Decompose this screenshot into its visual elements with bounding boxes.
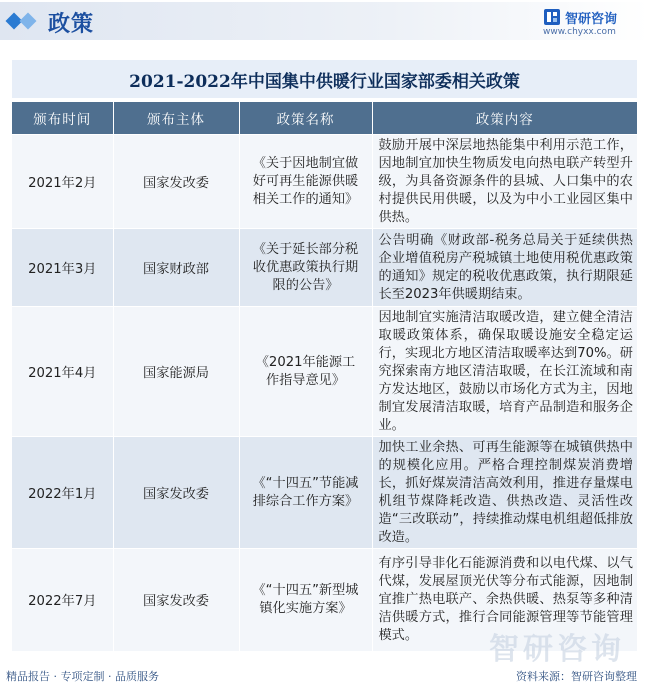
cell-policy-content: 加快工业余热、可再生能源等在城镇供热中的规模化应用。严格合理控制煤炭消费增长，抓好煤炭清洁高效利用，推进存量煤电机组节煤降耗改造、供热改造、灵活性改造“三改联动”，持续推动煤电机组超低排放改造。 [372,437,637,549]
brand-name: 智研咨询 [565,12,618,27]
cell-issuer: 国家发改委 [113,549,239,651]
cell-policy-name: 《“十四五”新型城镇化实施方案》 [239,549,372,651]
table-header-row [12,102,637,135]
table-row [12,307,637,437]
policy-table [12,102,637,651]
table-row [12,229,637,307]
column-header-date: 颁布时间 [12,102,113,135]
cell-date: 2021年4月 [12,307,113,437]
cell-policy-name: 《关于延长部分税收优惠政策执行期限的公告》 [239,229,372,307]
cell-date: 2022年1月 [12,437,113,549]
table-title: 2021-2022年中国集中供暖行业国家部委相关政策 [12,60,637,98]
cell-issuer: 国家能源局 [113,307,239,437]
column-header-policy-name: 政策名称 [239,102,372,135]
brand-logo-icon [543,8,561,26]
column-header-policy-content: 政策内容 [372,102,637,135]
cell-issuer: 国家发改委 [113,437,239,549]
cell-date: 2022年7月 [12,549,113,651]
cell-policy-content: 公告明确《财政部-税务总局关于延续供热企业增值税房产税城镇土地使用税优惠政策的通知》规定的税收优惠政策，执行期限延长至2023年供暖期结束。 [372,229,637,307]
footer-slogan: 精品报告 · 专项定制 · 品质服务 [6,670,159,683]
section-header [0,0,649,44]
cell-issuer: 国家财政部 [113,229,239,307]
table-row [12,135,637,229]
section-title: 政策 [48,12,95,37]
cell-issuer: 国家发改委 [113,135,239,229]
cell-policy-content: 因地制宜实施清洁取暖改造，建立健全清洁取暖政策体系，确保取暖设施安全稳定运行，实现北方地区清洁取暖率达到70%。研究探索南方地区清洁取暖，在长江流域和南方发达地区，鼓励以市场化方式为主，因地制宜发展清洁取暖，培育产品制造和服务企业。 [372,307,637,437]
brand-url: www.chyxx.com [543,27,616,37]
cell-policy-name: 《“十四五”节能减排综合工作方案》 [239,437,372,549]
footer-source: 资料来源：智研咨询整理 [516,670,637,683]
cell-policy-name: 《关于因地制宜做好可再生能源供暖相关工作的通知》 [239,135,372,229]
watermark: 智研咨询 [489,632,625,667]
table-row [12,437,637,549]
column-header-issuer: 颁布主体 [113,102,239,135]
cell-policy-content: 有序引导非化石能源消费和以电代煤、以气代煤，发展屋顶光伏等分布式能源，因地制宜推广热电联产、余热供暖、热泵等多种清洁供暖方式，推行合同能源管理等节能管理模式。 [372,549,637,651]
cell-date: 2021年3月 [12,229,113,307]
brand-logo-block [543,6,639,38]
footer [0,664,649,689]
cell-policy-content: 鼓励开展中深层地热能集中利用示范工作，因地制宜加快生物质发电向热电联产转型升级，为具备资源条件的县城、人口集中的农村提供民用供暖，以及为中小工业园区集中供热。 [372,135,637,229]
cell-policy-name: 《2021年能源工作指导意见》 [239,307,372,437]
cell-date: 2021年2月 [12,135,113,229]
